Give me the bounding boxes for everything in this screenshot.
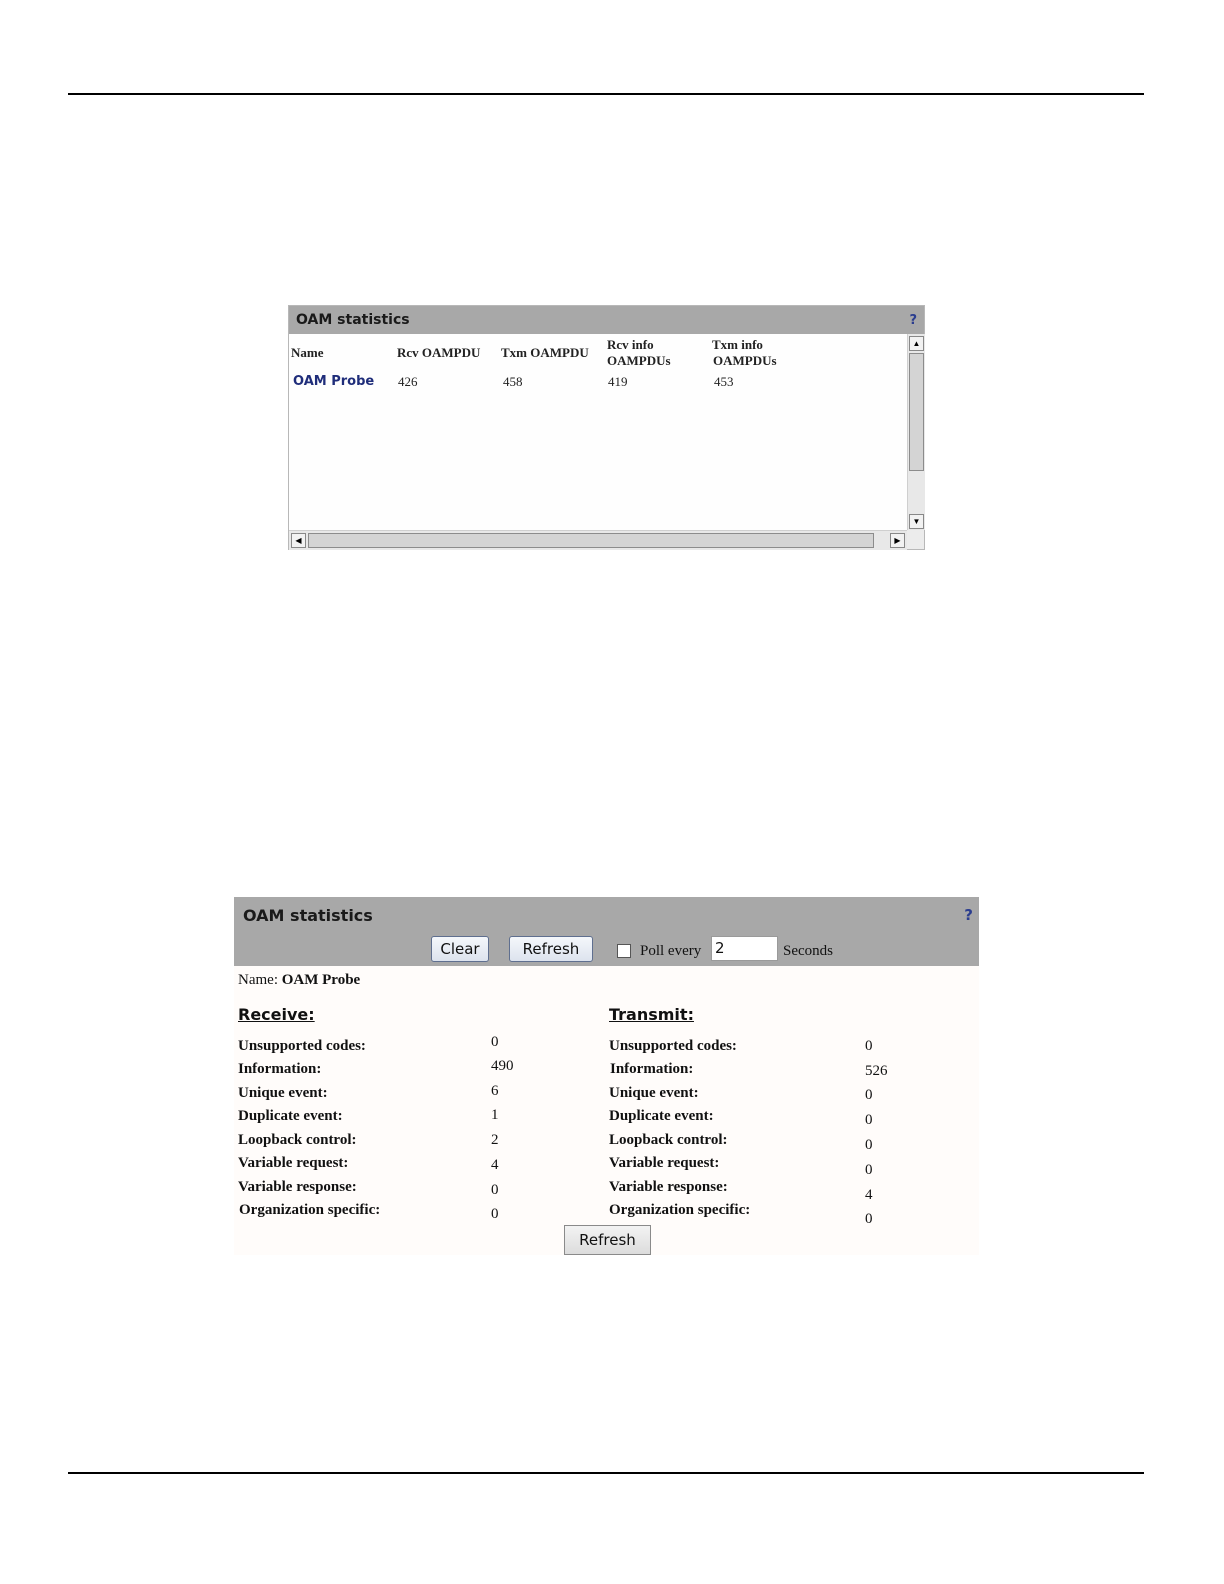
rx-varresp-value: 0 [491,1182,499,1198]
rx-loopback-value: 2 [491,1132,499,1148]
tx-information-label: Information: [610,1061,694,1077]
rx-loopback-label: Loopback control: [238,1132,357,1148]
rx-duplicate-value: 1 [491,1107,499,1123]
col-header-txm-info-line2: OAMPDUs [713,353,777,368]
poll-interval-input[interactable]: 2 [711,936,778,961]
tx-unique-label: Unique event: [609,1085,699,1101]
transmit-heading: Transmit: [609,1005,694,1024]
tx-information-value: 526 [865,1063,888,1079]
oam-probe-link[interactable]: OAM Probe [293,374,375,389]
poll-every-label: Poll every [640,943,702,959]
horizontal-scroll-thumb[interactable] [308,533,874,548]
vertical-scroll-thumb[interactable] [909,353,924,471]
cell-txm-oampdu: 458 [503,374,523,389]
tx-duplicate-label: Duplicate event: [609,1108,714,1124]
help-icon[interactable]: ? [909,313,917,328]
tx-unsupported-label: Unsupported codes: [609,1038,737,1054]
help-icon[interactable]: ? [964,906,973,924]
tx-unsupported-value: 0 [865,1038,873,1054]
clear-button[interactable]: Clear [431,936,489,962]
oam-statistics-detail-panel [234,897,979,1255]
scroll-right-icon[interactable]: ▶ [890,533,905,548]
panel-title: OAM statistics [296,312,410,328]
rx-unique-label: Unique event: [238,1085,328,1101]
tx-unique-value: 0 [865,1087,873,1103]
horizontal-scrollbar[interactable] [289,530,907,550]
tx-varresp-label: Variable response: [609,1179,728,1195]
rx-org-label: Organization specific: [239,1202,381,1218]
panel-titlebar [289,306,924,334]
seconds-label: Seconds [783,943,833,959]
tx-varreq-value: 0 [865,1162,873,1178]
probe-name-line [238,972,360,989]
col-header-rcv-info-line1: Rcv info [607,337,654,352]
col-header-rcv-oampdu: Rcv OAMPDU [397,345,481,360]
scroll-down-icon[interactable]: ▼ [909,514,924,529]
panel-title: OAM statistics [243,906,373,925]
rx-information-value: 490 [491,1058,514,1074]
rx-unsupported-label: Unsupported codes: [238,1038,366,1054]
rx-information-label: Information: [238,1061,322,1077]
refresh-bottom-button[interactable]: Refresh [564,1225,651,1255]
tx-duplicate-value: 0 [865,1112,873,1128]
col-header-name: Name [291,345,324,360]
col-header-rcv-info-line2: OAMPDUs [607,353,671,368]
scroll-left-icon[interactable]: ◀ [291,533,306,548]
receive-heading: Receive: [238,1005,315,1024]
panel-titlebar [234,897,979,966]
scrollbar-corner [907,530,924,549]
rx-varresp-label: Variable response: [238,1179,357,1195]
tx-varreq-label: Variable request: [609,1155,720,1171]
cell-rcv-info-oampdus: 419 [608,374,628,389]
rx-duplicate-label: Duplicate event: [238,1108,343,1124]
tx-loopback-value: 0 [865,1137,873,1153]
rx-unique-value: 6 [491,1083,499,1099]
rx-org-value: 0 [491,1206,499,1222]
cell-txm-info-oampdus: 453 [714,374,734,389]
col-header-txm-oampdu: Txm OAMPDU [501,345,589,360]
rx-unsupported-value: 0 [491,1034,499,1050]
tx-varresp-value: 4 [865,1187,873,1203]
probe-name-value: OAM Probe [281,972,361,988]
col-header-txm-info-line1: Txm info [712,337,763,352]
rx-varreq-value: 4 [491,1157,499,1173]
tx-loopback-label: Loopback control: [609,1132,728,1148]
bottom-rule [68,1472,1144,1474]
oam-statistics-table-panel [288,305,925,550]
tx-org-label: Organization specific: [609,1202,751,1218]
scroll-up-icon[interactable]: ▲ [909,336,924,351]
name-prefix: Name: [238,972,278,988]
cell-rcv-oampdu: 426 [398,374,418,389]
refresh-button[interactable]: Refresh [509,936,593,962]
tx-org-value: 0 [865,1211,873,1227]
top-rule [68,93,1144,95]
rx-varreq-label: Variable request: [238,1155,349,1171]
vertical-scrollbar[interactable] [907,334,925,530]
poll-checkbox[interactable] [617,944,631,958]
